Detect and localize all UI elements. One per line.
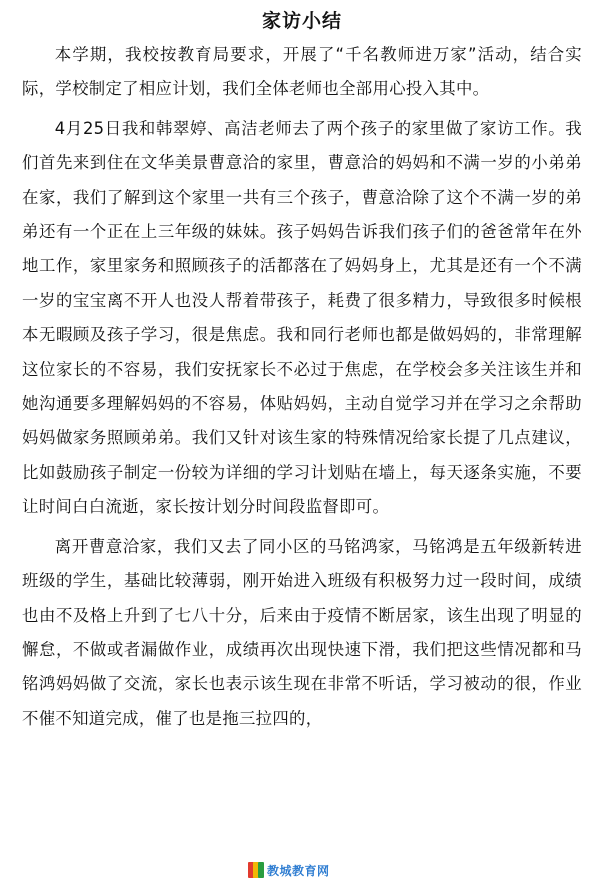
site-watermark bbox=[248, 860, 360, 880]
watermark-logo-icon bbox=[248, 862, 264, 878]
document-title: 家访小结 bbox=[261, 10, 342, 32]
paragraph-second-visit: 离开曹意洽家，我们又去了同小区的马铭鸿家，马铭鸿是五年级新转进班级的学生，基础比较薄弱，刚开始进入班级有积极努力过一段时间，成绩也由不及格上升到了七八十分，后来由于疫情不断居家，该生出现了明显的懈怠，不做或者漏做作业，成绩再次出现快速下滑，我们把这些情况都和马铭鸿妈妈做了交流，家长也表示该生现在非常不听话，学习被动的很，作业不催不知道完成，催了也是拖三拉四的， bbox=[22, 536, 582, 728]
paragraph-first-visit: 4月25日我和韩翠婷、高洁老师去了两个孩子的家里做了家访工作。我们首先来到住在文华美景曹意洽的家里，曹意洽的妈妈和不满一岁的小弟弟在家，我们了解到这个家里一共有三个孩子，曹意洽除了这个不满一岁的弟弟还有一个正在上三年级的妹妹。孩子妈妈告诉我们孩子们的爸爸常年在外地工作，家里家务和照顾孩子的活都落在了妈妈身上，尤其是还有一个不满一岁的宝宝离不开人也没人帮着带孩子，耗费了很多精力，导致很多时候根本无暇顾及孩子学习，很是焦虑。我和同行老师也都是做妈妈的，非常理解这位家长的不容易，我们安抚家长不必过于焦虑，在学校会多关注该生并和她沟通要多理解妈妈的不容易，体贴妈妈，主动自觉学习并在学习之余帮助妈妈做家务照顾弟弟。我们又针对该生家的特殊情况给家长提了几点建议，比如鼓励孩子制定一份较为详细的学习计划贴在墙上，每天逐条实施，不要让时间白白流逝，家长按计划分时间段监督即可。 bbox=[22, 118, 582, 517]
watermark-text: 教城教育网 bbox=[267, 863, 330, 878]
paragraph-intro: 本学期，我校按教育局要求，开展了“千名教师进万家”活动，结合实际，学校制定了相应计划，我们全体老师也全部用心投入其中。 bbox=[22, 45, 582, 99]
